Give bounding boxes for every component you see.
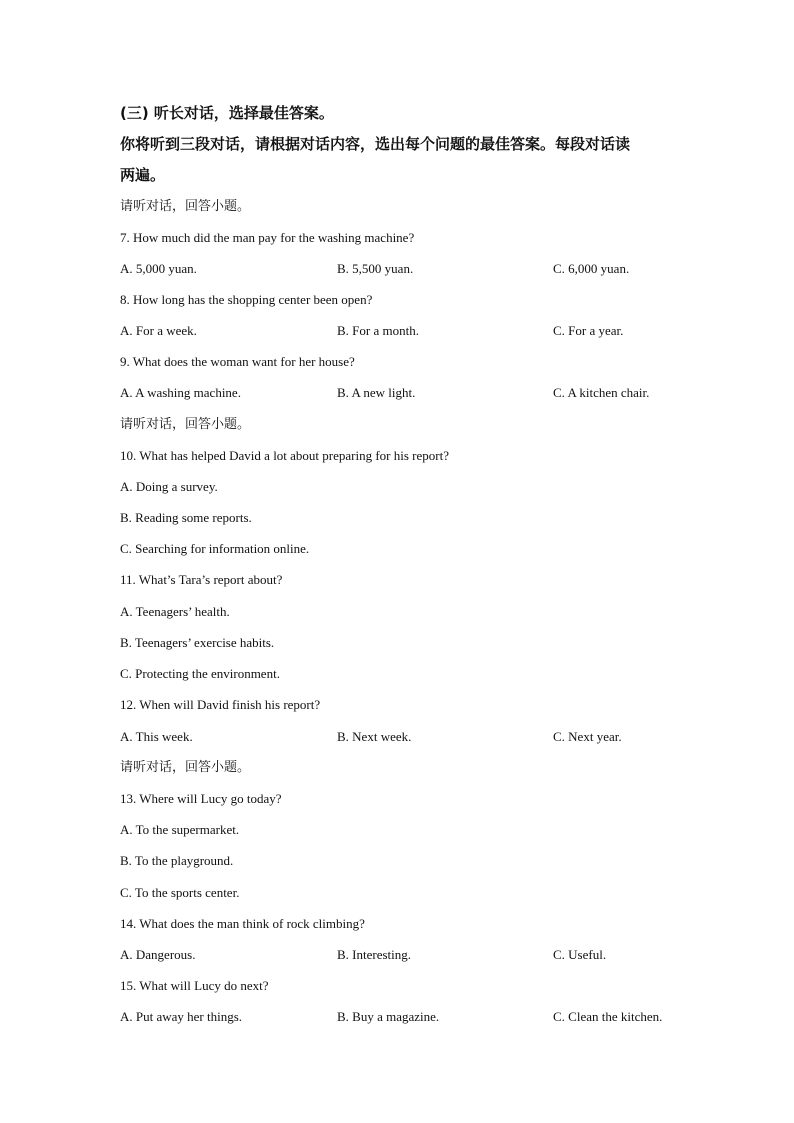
q13-option-c: C. To the sports center. xyxy=(120,885,240,900)
q11-option-a: A. Teenagers’ health. xyxy=(120,604,230,619)
q13-option-b: B. To the playground. xyxy=(120,853,234,868)
section-title: (三) 听长对话，选择最佳答案。 xyxy=(120,104,334,122)
question-11: 11. What’s Tara’s report about? xyxy=(120,572,283,587)
dialogue-prompt-2: 请听对话，回答小题。 xyxy=(120,417,251,432)
q14-option-c: C. Useful. xyxy=(553,947,607,962)
q10-option-c: C. Searching for information online. xyxy=(120,541,310,556)
question-14: 14. What does the man think of rock climbing? xyxy=(120,916,365,931)
q14-option-b: B. Interesting. xyxy=(337,947,412,962)
q15-option-a: A. Put away her things. xyxy=(120,1009,243,1024)
q11-option-b: B. Teenagers’ exercise habits. xyxy=(120,635,275,650)
question-9: 9. What does the woman want for her house? xyxy=(120,354,355,369)
q8-option-b: B. For a month. xyxy=(337,323,419,338)
q8-option-a: A. For a week. xyxy=(120,323,197,338)
question-12: 12. When will David finish his report? xyxy=(120,697,321,712)
q7-option-a: A. 5,000 yuan. xyxy=(120,261,197,276)
q14-option-a: A. Dangerous. xyxy=(120,947,196,962)
question-10: 10. What has helped David a lot about preparing for his report? xyxy=(120,448,449,463)
q8-option-c: C. For a year. xyxy=(553,323,624,338)
q10-option-a: A. Doing a survey. xyxy=(120,479,218,494)
q12-option-b: B. Next week. xyxy=(337,729,412,744)
question-8: 8. How long has the shopping center been open? xyxy=(120,292,373,307)
q9-option-a: A. A washing machine. xyxy=(120,385,241,400)
q9-option-b: B. A new light. xyxy=(337,385,416,400)
question-15: 15. What will Lucy do next? xyxy=(120,978,269,993)
question-7: 7. How much did the man pay for the washing machine? xyxy=(120,230,415,245)
q12-option-c: C. Next year. xyxy=(553,729,622,744)
instruction-line-2: 两遍。 xyxy=(120,166,166,184)
q12-option-a: A. This week. xyxy=(120,729,193,744)
q11-option-c: C. Protecting the environment. xyxy=(120,666,280,681)
q7-option-c: C. 6,000 yuan. xyxy=(553,261,630,276)
q9-option-c: C. A kitchen chair. xyxy=(553,385,650,400)
q7-option-b: B. 5,500 yuan. xyxy=(337,261,414,276)
dialogue-prompt-3: 请听对话，回答小题。 xyxy=(120,760,251,775)
question-13: 13. Where will Lucy go today? xyxy=(120,791,282,806)
q13-option-a: A. To the supermarket. xyxy=(120,822,240,837)
dialogue-prompt-1: 请听对话，回答小题。 xyxy=(120,199,251,214)
q15-option-b: B. Buy a magazine. xyxy=(337,1009,440,1024)
q10-option-b: B. Reading some reports. xyxy=(120,510,252,525)
q15-option-c: C. Clean the kitchen. xyxy=(553,1009,663,1024)
instruction-line-1: 你将听到三段对话，请根据对话内容，选出每个问题的最佳答案。每段对话读 xyxy=(120,135,631,153)
